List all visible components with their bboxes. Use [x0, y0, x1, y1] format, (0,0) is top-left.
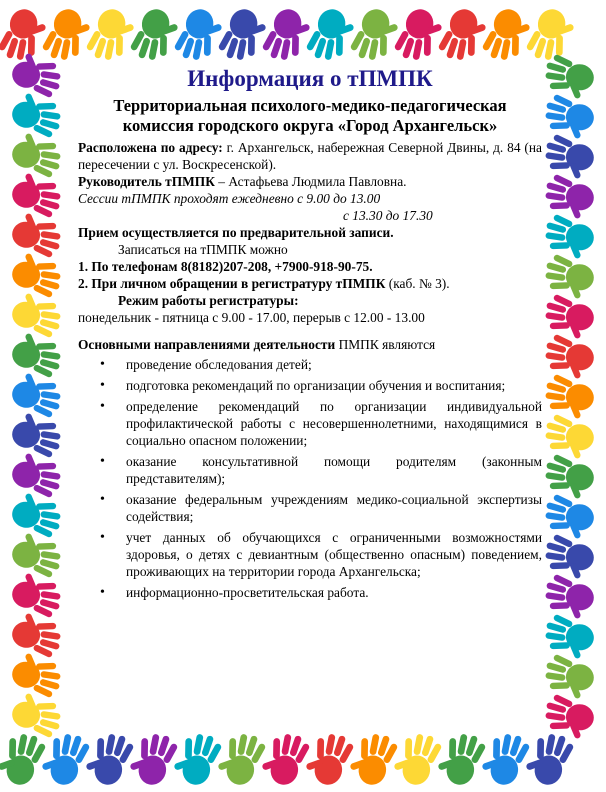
address-label: Расположена по адресу:: [78, 140, 223, 155]
handprint-icon: [522, 728, 576, 789]
handprint-icon: [434, 728, 488, 789]
handprint-icon: [9, 410, 66, 460]
handprint-icon: [478, 728, 532, 789]
list-item: • определение рекомендаций по организации индивидуальной профилактической работы с несовершеннолетними, находящимися в социально опасном положении;: [100, 399, 542, 448]
directions-intro: [78, 336, 542, 353]
directions-list: [78, 356, 542, 601]
handprint-icon: [541, 572, 598, 622]
hours-text: понедельник - пятница с 9.00 - 17.00, перерыв с 12.00 - 13.00: [78, 310, 425, 325]
handprint-icon: [82, 728, 136, 789]
head-paragraph: [78, 173, 542, 190]
handprint-icon: [541, 612, 598, 662]
handprint-icon: [9, 530, 66, 580]
handprint-icon: [9, 90, 66, 140]
list-item: • оказание федеральным учреждениям медико-социальной экспертизы содействия;: [100, 492, 542, 524]
bullet-icon: •: [100, 454, 105, 469]
handprint-icon: [260, 5, 314, 66]
handprint-icon: [9, 450, 66, 500]
handprint-icon: [128, 5, 182, 66]
sessions-line-2: с 13.30 до 17.30: [343, 208, 433, 223]
handprint-icon: [541, 412, 598, 462]
handprint-icon: [9, 250, 66, 300]
sessions-line-1: Сессии тПМПК проходят ежедневно с 9.00 до 13.00: [78, 191, 381, 206]
handprint-icon: [348, 5, 402, 66]
handprint-icon: [126, 728, 180, 789]
handprint-icon: [9, 330, 66, 380]
handprint-icon: [541, 292, 598, 342]
handprint-icon: [84, 5, 138, 66]
registry-room: (каб. № 3).: [385, 276, 450, 291]
appointment-title: Прием осуществляется по предварительной записи.: [78, 225, 394, 240]
handprint-icon: [541, 532, 598, 582]
handprint-icon: [9, 290, 66, 340]
handprint-icon: [216, 5, 270, 66]
handprint-icon: [302, 728, 356, 789]
handprint-icon: [9, 210, 66, 260]
directions-intro-bold: Основными направлениями деятельности: [78, 337, 336, 352]
handprint-icon: [9, 610, 66, 660]
handprint-icon: [541, 212, 598, 262]
list-item: • подготовка рекомендаций по организации обучения и воспитания;: [100, 378, 506, 393]
handprint-icon: [172, 5, 226, 66]
handprint-icon: [9, 690, 66, 740]
handprint-icon: [40, 5, 94, 66]
handprint-icon: [390, 728, 444, 789]
appointment-intro: Записаться на тПМПК можно: [118, 242, 288, 257]
handprint-icon: [9, 170, 66, 220]
bullet-icon: •: [100, 492, 105, 507]
registry-label: 2. При личном обращении в регистратуру тПМПК: [78, 276, 386, 291]
head-label: Руководитель тПМПК: [78, 174, 215, 189]
bullet-icon: •: [100, 378, 105, 393]
handprint-icon: [541, 52, 598, 102]
list-item: • проведение обследования детей;: [100, 357, 312, 372]
handprint-icon: [541, 252, 598, 302]
handprint-icon: [541, 372, 598, 422]
handprint-icon: [392, 5, 446, 66]
handprint-icon: [541, 132, 598, 182]
hours-title: Режим работы регистратуры:: [118, 293, 299, 308]
content-area: [78, 66, 542, 605]
handprint-icon: [258, 728, 312, 789]
handprint-icon: [9, 650, 66, 700]
appointment-phone: 1. По телефонам 8(8182)207-208, +7900-918-90-75.: [78, 259, 373, 274]
handprint-icon: [214, 728, 268, 789]
appointment-registry: [78, 275, 542, 292]
bullet-icon: •: [100, 357, 105, 372]
list-item: • учет данных об обучающихся с ограниченными возможностями здоровья, о детях с девиантным (общественно опасным) поведением, проживающих на территории города Архангельска;: [100, 530, 542, 579]
handprint-icon: [9, 370, 66, 420]
bullet-icon: •: [100, 530, 105, 545]
list-item: • оказание консультативной помощи родителям (законным представителям);: [100, 454, 542, 486]
handprint-icon: [541, 92, 598, 142]
handprint-icon: [9, 130, 66, 180]
handprint-icon: [541, 652, 598, 702]
handprint-icon: [0, 728, 48, 789]
handprint-icon: [9, 570, 66, 620]
handprint-icon: [9, 490, 66, 540]
handprint-icon: [480, 5, 534, 66]
head-text: – Астафьева Людмила Павловна.: [214, 174, 407, 189]
handprint-icon: [541, 172, 598, 222]
bullet-icon: •: [100, 399, 105, 414]
handprint-icon: [541, 492, 598, 542]
handprint-icon: [436, 5, 490, 66]
handprint-icon: [0, 5, 50, 66]
handprint-icon: [346, 728, 400, 789]
page-subtitle: Территориальная психолого-медико-педагогическая комиссия городского округа «Город Архангельск»: [113, 96, 507, 135]
handprint-icon: [170, 728, 224, 789]
list-item: • информационно-просветительская работа.: [100, 585, 369, 600]
address-text: г. Архангельск, набережная Северной Двины, д. 84 (на пересечении с ул. Воскресенской).: [78, 140, 542, 172]
bullet-icon: •: [100, 585, 105, 600]
page-title: Информация о тПМПК: [187, 66, 433, 91]
handprint-icon: [38, 728, 92, 789]
handprint-icon: [304, 5, 358, 66]
handprint-icon: [541, 332, 598, 382]
handprint-icon: [541, 692, 598, 742]
address-paragraph: [78, 139, 542, 173]
directions-intro-rest: ПМПК являются: [335, 337, 436, 352]
handprint-icon: [541, 452, 598, 502]
handprint-icon: [524, 5, 578, 66]
